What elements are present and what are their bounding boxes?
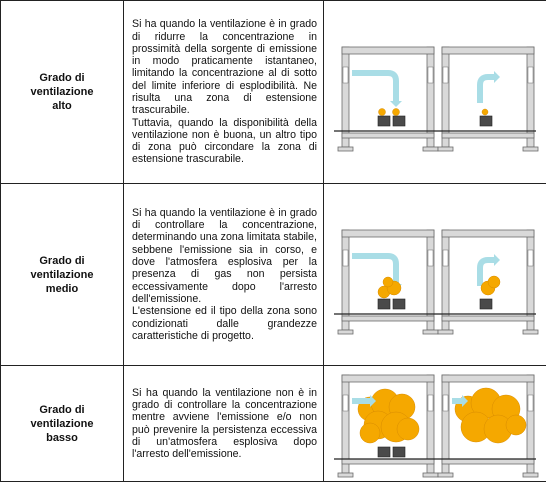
wall-foot <box>338 330 353 334</box>
wall-foot <box>523 147 538 151</box>
wall-foot <box>423 147 438 151</box>
gas-cloud <box>397 418 419 440</box>
label-line: ventilazione <box>30 417 94 430</box>
wall-foot <box>438 147 453 151</box>
roof <box>442 375 534 382</box>
gas-cloud <box>482 109 488 115</box>
table-row-medio <box>1 184 546 366</box>
vent-opening <box>528 395 533 411</box>
vent-opening <box>443 395 448 411</box>
right-wall <box>427 230 434 330</box>
gas-cloud <box>488 276 500 288</box>
description-paragraph: Si ha quando la ventilazione non è in grado di controllare la concentrazione mentre avviene l'emissione e/o non può prevenire la persistenza eccessiva di un'atmosfera esplosiva dopo l'arresto dell'emissione. <box>132 386 317 461</box>
row-description <box>124 184 324 366</box>
left-wall <box>442 230 449 330</box>
vent-opening <box>443 250 448 266</box>
equipment-box <box>393 116 405 126</box>
label-line: alto <box>52 100 72 112</box>
label-line: medio <box>45 282 79 295</box>
right-wall <box>527 230 534 330</box>
equipment-box <box>378 299 390 309</box>
wall-foot <box>423 330 438 334</box>
label-line: Grado di <box>39 254 85 267</box>
floor-slab <box>442 459 534 464</box>
airflow-arrow <box>480 77 494 103</box>
wall-foot <box>338 473 353 477</box>
vent-opening <box>528 67 533 83</box>
wall-foot <box>338 147 353 151</box>
gas-cloud <box>383 277 393 287</box>
equipment-box <box>378 116 390 126</box>
airflow-arrow-head <box>390 101 402 107</box>
airflow-arrow <box>352 73 396 101</box>
equipment-box <box>378 447 390 457</box>
label-line: Grado di <box>39 72 85 84</box>
table-row-alto <box>1 1 546 184</box>
left-wall <box>342 230 349 330</box>
wall-foot <box>523 330 538 334</box>
wall-foot <box>438 473 453 477</box>
airflow-arrow-head <box>494 254 500 266</box>
description-paragraph: Tuttavia, quando la disponibilità della ventilazione non è buona, un altro tipo di zona può circondare la zona di estensione trascurabile. <box>132 116 317 166</box>
row-label <box>1 366 124 482</box>
row-description <box>124 366 324 482</box>
row-illustration <box>324 1 546 184</box>
label-line: ventilazione <box>30 86 94 98</box>
roof <box>342 375 434 382</box>
wall-foot <box>438 330 453 334</box>
roof <box>342 47 434 54</box>
description-paragraph: Si ha quando la ventilazione è in grado di controllare la concentrazione, determinando una zona limitata stabile, sebbene l'emissione sia in corso, e dove l'atmosfera esplosiva per la presenza di gas non persista eccessivamente dopo l'arresto dell'emissione. <box>132 206 317 305</box>
gas-cloud <box>379 109 386 116</box>
label-line: Grado di <box>39 403 85 416</box>
vent-opening <box>343 395 348 411</box>
gas-cloud <box>506 415 526 435</box>
right-wall <box>527 375 534 473</box>
airflow-arrow-head <box>494 71 500 83</box>
row-illustration <box>324 184 546 366</box>
equipment-box <box>393 447 405 457</box>
left-wall <box>342 47 349 147</box>
right-wall <box>427 47 434 147</box>
label-line: ventilazione <box>30 268 94 281</box>
floor-slab <box>342 133 434 138</box>
row-label <box>1 184 124 366</box>
equipment-box <box>393 299 405 309</box>
equipment-box <box>480 299 492 309</box>
right-wall <box>527 47 534 147</box>
right-wall <box>427 375 434 473</box>
left-wall <box>442 47 449 147</box>
roof <box>442 230 534 237</box>
vent-opening <box>428 67 433 83</box>
floor-slab <box>442 133 534 138</box>
gas-cloud <box>360 423 380 443</box>
left-wall <box>442 375 449 473</box>
floor-slab <box>442 316 534 321</box>
vent-opening <box>343 250 348 266</box>
label-line: basso <box>46 431 78 444</box>
wall-foot <box>423 473 438 477</box>
table-row-basso <box>1 366 546 482</box>
vent-opening <box>528 250 533 266</box>
left-wall <box>342 375 349 473</box>
ventilation-alto-illustration <box>330 27 540 157</box>
vent-opening <box>428 395 433 411</box>
roof <box>342 230 434 237</box>
vent-opening <box>343 67 348 83</box>
row-description <box>124 1 324 184</box>
vent-opening <box>428 250 433 266</box>
equipment-box <box>480 116 492 126</box>
floor-slab <box>342 316 434 321</box>
wall-foot <box>523 473 538 477</box>
gas-cloud <box>393 109 400 116</box>
description-paragraph: L'estensione ed il tipo della zona sono condizionati dalle grandezze caratteristiche di progetto. <box>132 305 317 342</box>
ventilation-medio-illustration <box>330 210 540 340</box>
row-illustration <box>324 366 546 482</box>
roof <box>442 47 534 54</box>
description-paragraph: Si ha quando la ventilazione è in grado di ridurre la concentrazione in prossimità della sorgente di emissione in modo praticamente istantaneo, limitando la concentrazione al di sotto del limite inferiore di esplodibilità. Ne risulta una zona di estensione trascurabile. <box>132 18 317 117</box>
vent-opening <box>443 67 448 83</box>
row-label <box>1 1 124 184</box>
ventilation-basso-illustration <box>330 369 540 479</box>
floor-slab <box>342 459 434 464</box>
